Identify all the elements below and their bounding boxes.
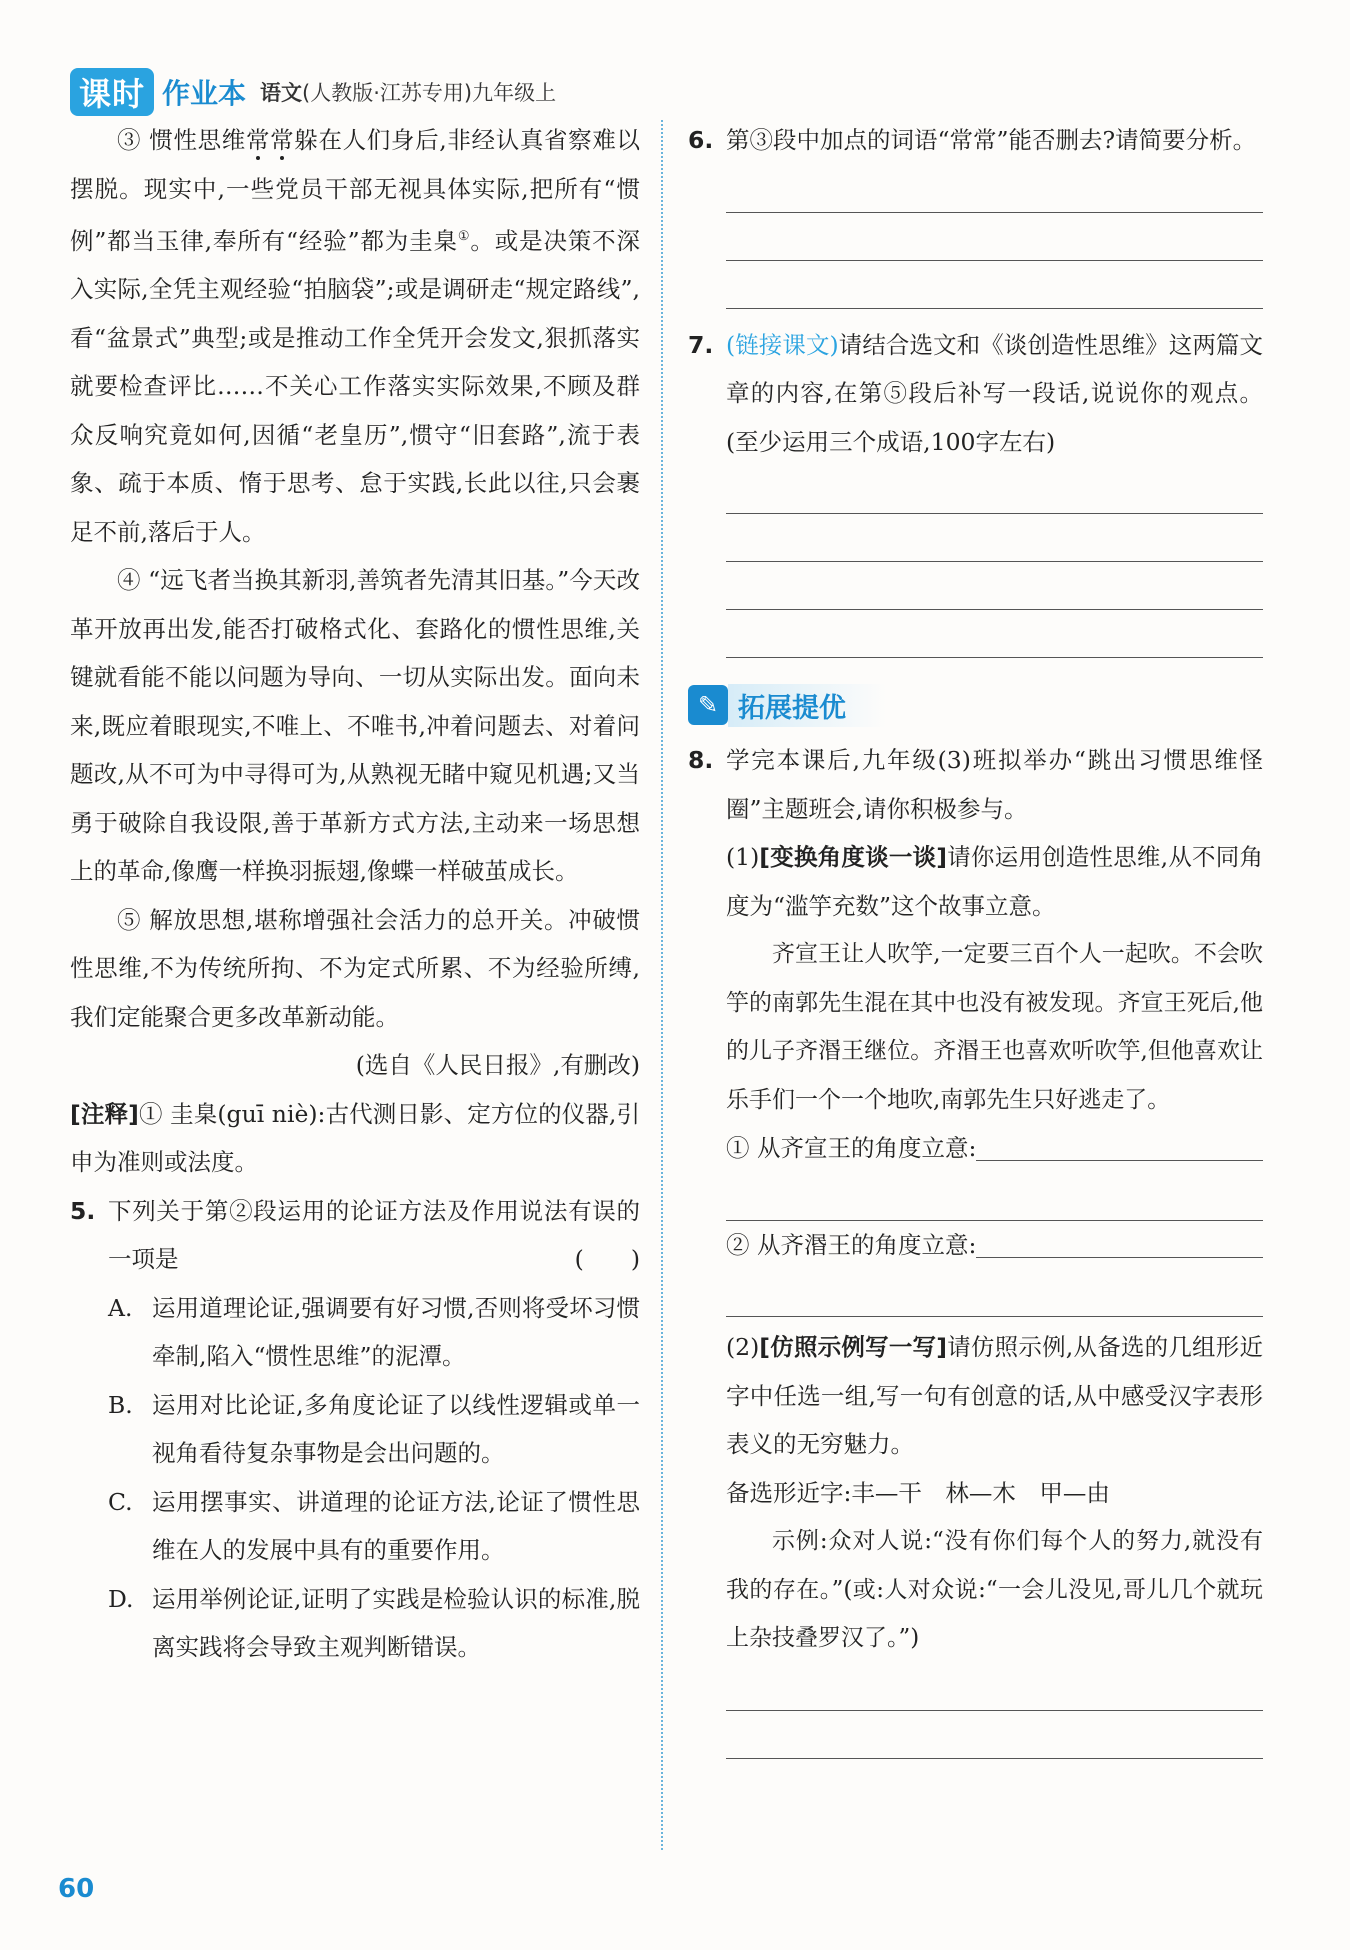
angle-2-label: ② 从齐湣王的角度立意:	[726, 1230, 977, 1259]
story-text: 齐宣王让人吹竽,一定要三百个人一起吹。不会吹竽的南郭先生混在其中也没有被发现。齐宣王死后,他的儿子齐湣王继位。齐湣王也喜欢听吹竽,但他喜欢让乐手们一个一个地吹,南郭先生只好逃走了。	[726, 941, 1263, 1113]
answer-line[interactable]	[726, 466, 1263, 514]
option-label: B.	[108, 1390, 133, 1419]
answer-line[interactable]	[726, 261, 1263, 309]
subject-edition: (人教版·江苏专用)九年级上	[302, 81, 557, 105]
column-divider	[661, 120, 663, 1850]
subquestion-2	[726, 1323, 1263, 1469]
sub-prefix: (2)	[726, 1333, 760, 1361]
answer-line[interactable]	[726, 610, 1263, 658]
answer-line[interactable]	[726, 1269, 1263, 1317]
question-6	[688, 116, 1263, 165]
brand-name: 作业本	[162, 77, 247, 110]
question-text: 请结合选文和《谈创造性思维》这两篇文章的内容,在第⑤段后补写一段话,说说你的观点。(至少运用三个成语,100字左右)	[726, 330, 1263, 456]
question-5	[70, 1187, 640, 1284]
p3-end: 。或是决策不深入实际,全凭主观经验“拍脑袋”;或是调研走“规定路线”,看“盆景式”典型;或是推动工作全凭开会发文,狠抓落实就要检查评比……不关心工作落实实际效果,不顾及群众反响究竟如何,因循“老皇历”,惯守“旧套路”,流于表象、疏于本质、惰于思考、怠于实践,长此以往,只会裹足不前,落后于人。	[70, 226, 641, 546]
example-text: 示例:众对人说:“没有你们每个人的努力,就没有我的存在。”(或:人对众说:“一会儿没见,哥儿几个就玩上杂技叠罗汉了。”)	[726, 1528, 1263, 1651]
footnote-marker: ①	[457, 229, 471, 244]
subject-name: 语文	[260, 81, 303, 105]
p3-start: ③ 惯性思维	[117, 126, 246, 154]
brand-logo: 课时	[70, 68, 154, 116]
sub-tag: [变换角度谈一谈]	[759, 843, 947, 871]
option-text: 运用对比论证,多角度论证了以线性逻辑或单一视角看待复杂事物是会出问题的。	[152, 1390, 640, 1468]
answer-line[interactable]	[726, 213, 1263, 261]
option-text: 运用摆事实、讲道理的论证方法,论证了惯性思维在人的发展中具有的重要作用。	[152, 1487, 640, 1565]
option-a[interactable]	[108, 1284, 640, 1381]
answer-line[interactable]	[726, 1663, 1263, 1711]
option-label: A.	[108, 1293, 133, 1322]
question-number: 7.	[688, 330, 714, 359]
question-number: 8.	[688, 746, 714, 774]
question-text: 下列关于第②段运用的论证方法及作用说法有误的一项是	[108, 1196, 640, 1274]
angle-1-label: ① 从齐宣王的角度立意:	[726, 1134, 977, 1162]
question-number: 5.	[70, 1196, 96, 1225]
left-column	[70, 116, 640, 1672]
answer-line[interactable]	[726, 1173, 1263, 1221]
answer-line[interactable]	[726, 1711, 1263, 1759]
option-c[interactable]	[108, 1478, 640, 1575]
annotation-text: ① 圭臬(guī niè):古代测日影、定方位的仪器,引申为准则或法度。	[70, 1099, 640, 1177]
link-tag: (链接课文)	[726, 330, 839, 359]
right-column	[688, 116, 1263, 1759]
paragraph-3	[70, 116, 640, 556]
annotation	[70, 1090, 640, 1187]
answer-blank[interactable]	[976, 1124, 1263, 1161]
answer-blank[interactable]	[976, 1221, 1263, 1258]
question-number: 6.	[688, 126, 714, 154]
section-header	[688, 682, 1263, 728]
section-title: 拓展提优	[728, 684, 886, 727]
option-label: C.	[108, 1487, 133, 1516]
brand	[70, 68, 246, 116]
subject-line	[260, 77, 556, 107]
option-text: 运用道理论证,强调要有好习惯,否则将受坏习惯牵制,陷入“惯性思维”的泥潭。	[152, 1293, 640, 1371]
pencil-icon: ✎	[688, 685, 728, 725]
subquestion-1	[726, 833, 1263, 930]
option-text: 运用举例论证,证明了实践是检验认识的标准,脱离实践将会导致主观判断错误。	[152, 1584, 640, 1662]
sub-text: 请仿照示例,从备选的几组形近字中任选一组,写一句有创意的话,从中感受汉字表形表义的无穷魅力。	[726, 1333, 1263, 1458]
angle-2-row	[726, 1221, 1263, 1270]
emphasis-dot-char: 常	[270, 126, 295, 154]
option-label: D.	[108, 1584, 134, 1613]
paragraph-4: ④ “远飞者当换其新羽,善筑者先清其旧基。”今天改革开放再出发,能否打破格式化、套路化的惯性思维,关键就看能不能以问题为导向、一切从实际出发。面向未来,既应着眼现实,不唯上、不唯书,冲着问题去、对着问题改,从不可为中寻得可为,从熟视无睹中窥见机遇;又当勇于破除自我设限,善于革新方式方法,主动来一场思想上的革命,像鹰一样换羽振翅,像蝶一样破茧成长。	[70, 566, 640, 886]
option-d[interactable]	[108, 1575, 640, 1672]
option-b[interactable]	[108, 1381, 640, 1478]
q8-body	[688, 833, 1263, 1759]
annotation-tag: [注释]	[70, 1099, 139, 1128]
answer-line[interactable]	[726, 562, 1263, 610]
emphasis-dot-char: 常	[245, 126, 271, 154]
question-text: 学完本课后,九年级(3)班拟举办“跳出习惯思维怪圈”主题班会,请你积极参与。	[726, 746, 1263, 823]
question-8	[688, 736, 1263, 833]
sub-tag: [仿照示例写一写]	[759, 1333, 947, 1361]
source-citation: (选自《人民日报》,有删改)	[355, 1051, 640, 1080]
sub-text: 请你运用创造性思维,从不同角度为“滥竽充数”这个故事立意。	[726, 843, 1263, 920]
paragraph-5: ⑤ 解放思想,堪称增强社会活力的总开关。冲破惯性思维,不为传统所拘、不为定式所累、不为经验所缚,我们定能聚合更多改革新动能。	[70, 905, 640, 1031]
answer-paren[interactable]: ( )	[574, 1245, 640, 1274]
sub-prefix: (1)	[726, 843, 760, 871]
q5-options	[70, 1284, 640, 1672]
page-number: 60	[58, 1874, 95, 1904]
answer-line[interactable]	[726, 165, 1263, 213]
question-7	[688, 321, 1263, 467]
p3-body: 躲在人们身后,非经认真省察难以摆脱。现实中,一些党员干部无视具体实际,把所有“惯例”都当玉律,奉所有“经验”都为圭臬	[70, 126, 640, 255]
angle-1-row	[726, 1124, 1263, 1173]
question-text: 第③段中加点的词语“常常”能否删去?请简要分析。	[726, 126, 1257, 154]
page-header	[70, 70, 556, 114]
answer-line[interactable]	[726, 514, 1263, 562]
candidate-chars: 备选形近字:丰—干 林—木 甲—由	[726, 1478, 1110, 1507]
